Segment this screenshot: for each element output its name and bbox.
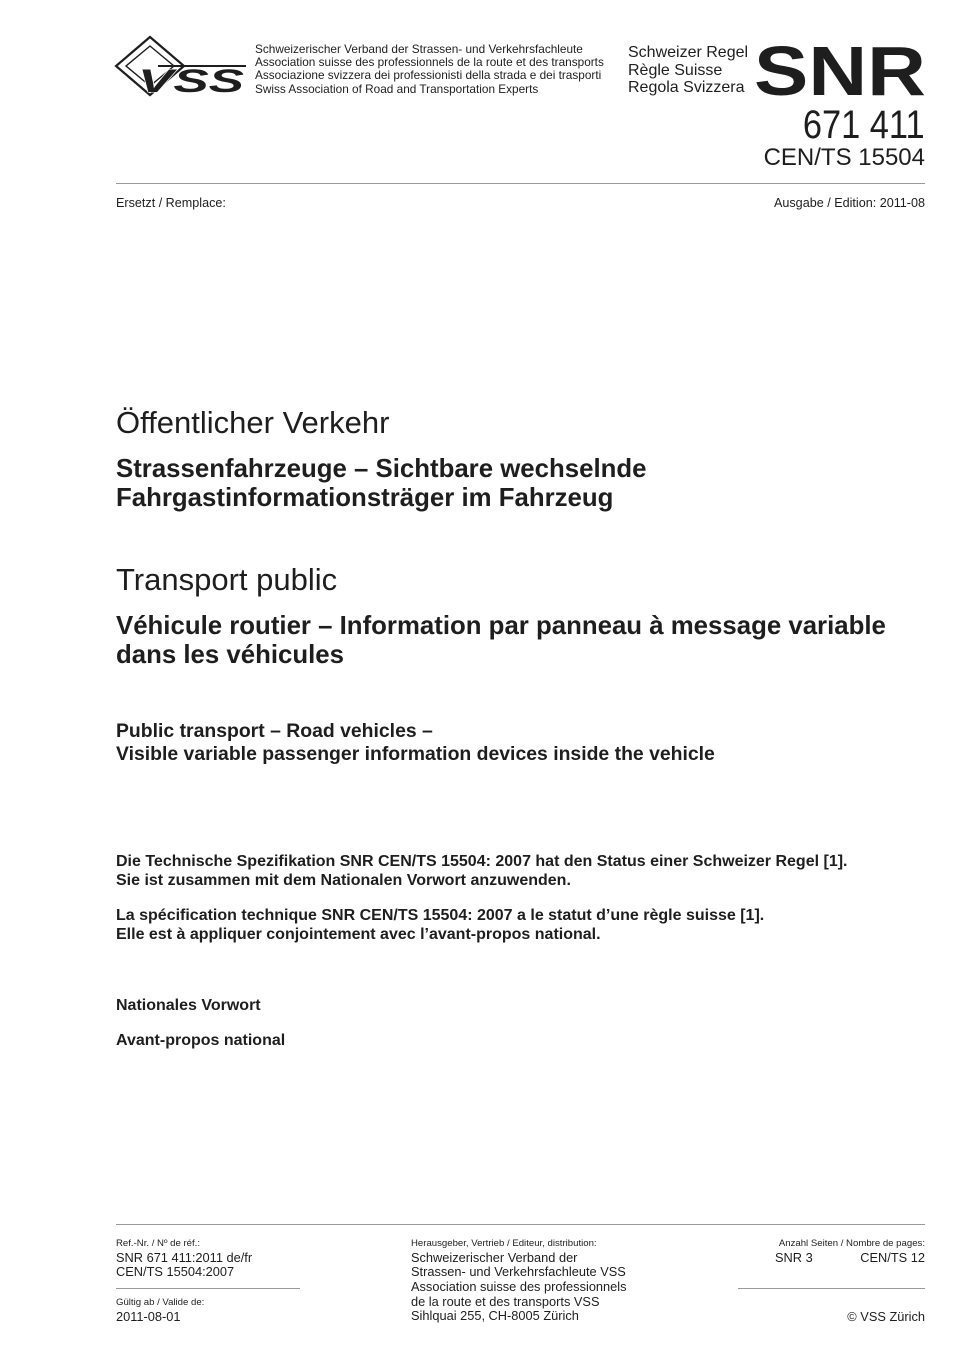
cen-number: CEN/TS 15504 [763, 144, 925, 171]
publisher-line: Schweizerischer Verband der [411, 1249, 578, 1265]
status-de-line: Die Technische Spezifikation SNR CEN/TS 15504: 2007 hat den Status einer Schweizer Regel [1]. [116, 853, 848, 870]
association-names [255, 43, 604, 96]
title-fr: Transport public [116, 562, 338, 597]
publisher-line: Strassen- und Verkehrsfachleute VSS [411, 1264, 626, 1280]
subtitle-de-line: Strassenfahrzeuge – Sichtbare wechselnde [116, 455, 647, 483]
rule-type-it: Regola Svizzera [628, 79, 745, 96]
foreword-heading-fr: Avant-propos national [116, 1032, 286, 1049]
page-count-snr: SNR 3 [775, 1250, 813, 1265]
publisher-line: de la route et des transports VSS [411, 1293, 600, 1309]
association-name-de: Schweizerischer Verband der Strassen- und Verkehrsfachleute [255, 42, 583, 56]
subtitle-de-line: Fahrgastinformationsträger im Fahrzeug [116, 484, 614, 512]
rule-type-de: Schweizer Regel [628, 44, 749, 61]
copyright-notice: © VSS Zürich [847, 1309, 925, 1324]
title-en-line: Visible variable passenger information devices inside the vehicle [116, 743, 715, 765]
association-name-fr: Association suisse des professionnels de la route et des transports [255, 55, 604, 70]
association-name-en: Swiss Association of Road and Transportation Experts [255, 81, 539, 96]
reference-cen: CEN/TS 15504:2007 [116, 1264, 235, 1280]
publisher-line: Sihlquai 255, CH-8005 Zürich [411, 1308, 579, 1324]
vss-logo [114, 35, 248, 97]
header-divider [116, 183, 925, 184]
edition-label: Ausgabe / Edition: 2011-08 [773, 196, 925, 210]
status-statement-de [116, 852, 848, 890]
title-en [116, 720, 715, 766]
rule-type-labels [628, 44, 748, 97]
status-statement-fr [116, 906, 764, 944]
title-en-line: Public transport – Road vehicles – [116, 720, 433, 742]
valid-from-label: Gültig ab / Valide de: [116, 1297, 205, 1308]
page-count-divider [738, 1288, 925, 1289]
reference-divider [116, 1288, 300, 1289]
association-name-it: Associazione svizzera dei professionisti della strada e dei trasporti [255, 68, 602, 83]
subtitle-fr [116, 612, 886, 670]
reference-snr: SNR 671 411:2011 de/fr [116, 1250, 253, 1265]
subtitle-fr-line: dans les véhicules [116, 641, 344, 669]
reference-values [116, 1251, 252, 1279]
page-count-cen: CEN/TS 12 [860, 1250, 925, 1265]
subtitle-de [116, 455, 646, 513]
reference-label: Ref.-Nr. / Nº de réf.: [116, 1238, 201, 1249]
foreword-heading-de: Nationales Vorwort [116, 997, 261, 1014]
status-de-line: Sie ist zusammen mit dem Nationalen Vorwort anzuwenden. [116, 872, 571, 889]
footer-divider [116, 1224, 925, 1225]
replaces-label: Ersetzt / Remplace: [116, 196, 226, 210]
title-de: Öffentlicher Verkehr [116, 405, 390, 440]
snr-logo [754, 42, 926, 98]
standard-number: 671 411 [803, 103, 925, 147]
publisher-address [411, 1251, 627, 1325]
publisher-line: Association suisse des professionnels [411, 1278, 627, 1294]
snr-logo-text: SNR [754, 42, 926, 98]
rule-type-fr: Règle Suisse [628, 61, 723, 79]
valid-from-date: 2011-08-01 [116, 1309, 181, 1324]
status-fr-line: La spécification technique SNR CEN/TS 15504: 2007 a le statut d’une règle suisse [1]. [116, 907, 765, 924]
status-fr-line: Elle est à appliquer conjointement avec l’avant-propos national. [116, 926, 601, 943]
publisher-label: Herausgeber, Vertrieb / Editeur, distribution: [411, 1238, 597, 1249]
vss-logo-text: VSS [138, 63, 246, 97]
subtitle-fr-line: Véhicule routier – Information par panneau à message variable [116, 612, 886, 640]
page-count-label: Anzahl Seiten / Nombre de pages: [778, 1238, 925, 1249]
